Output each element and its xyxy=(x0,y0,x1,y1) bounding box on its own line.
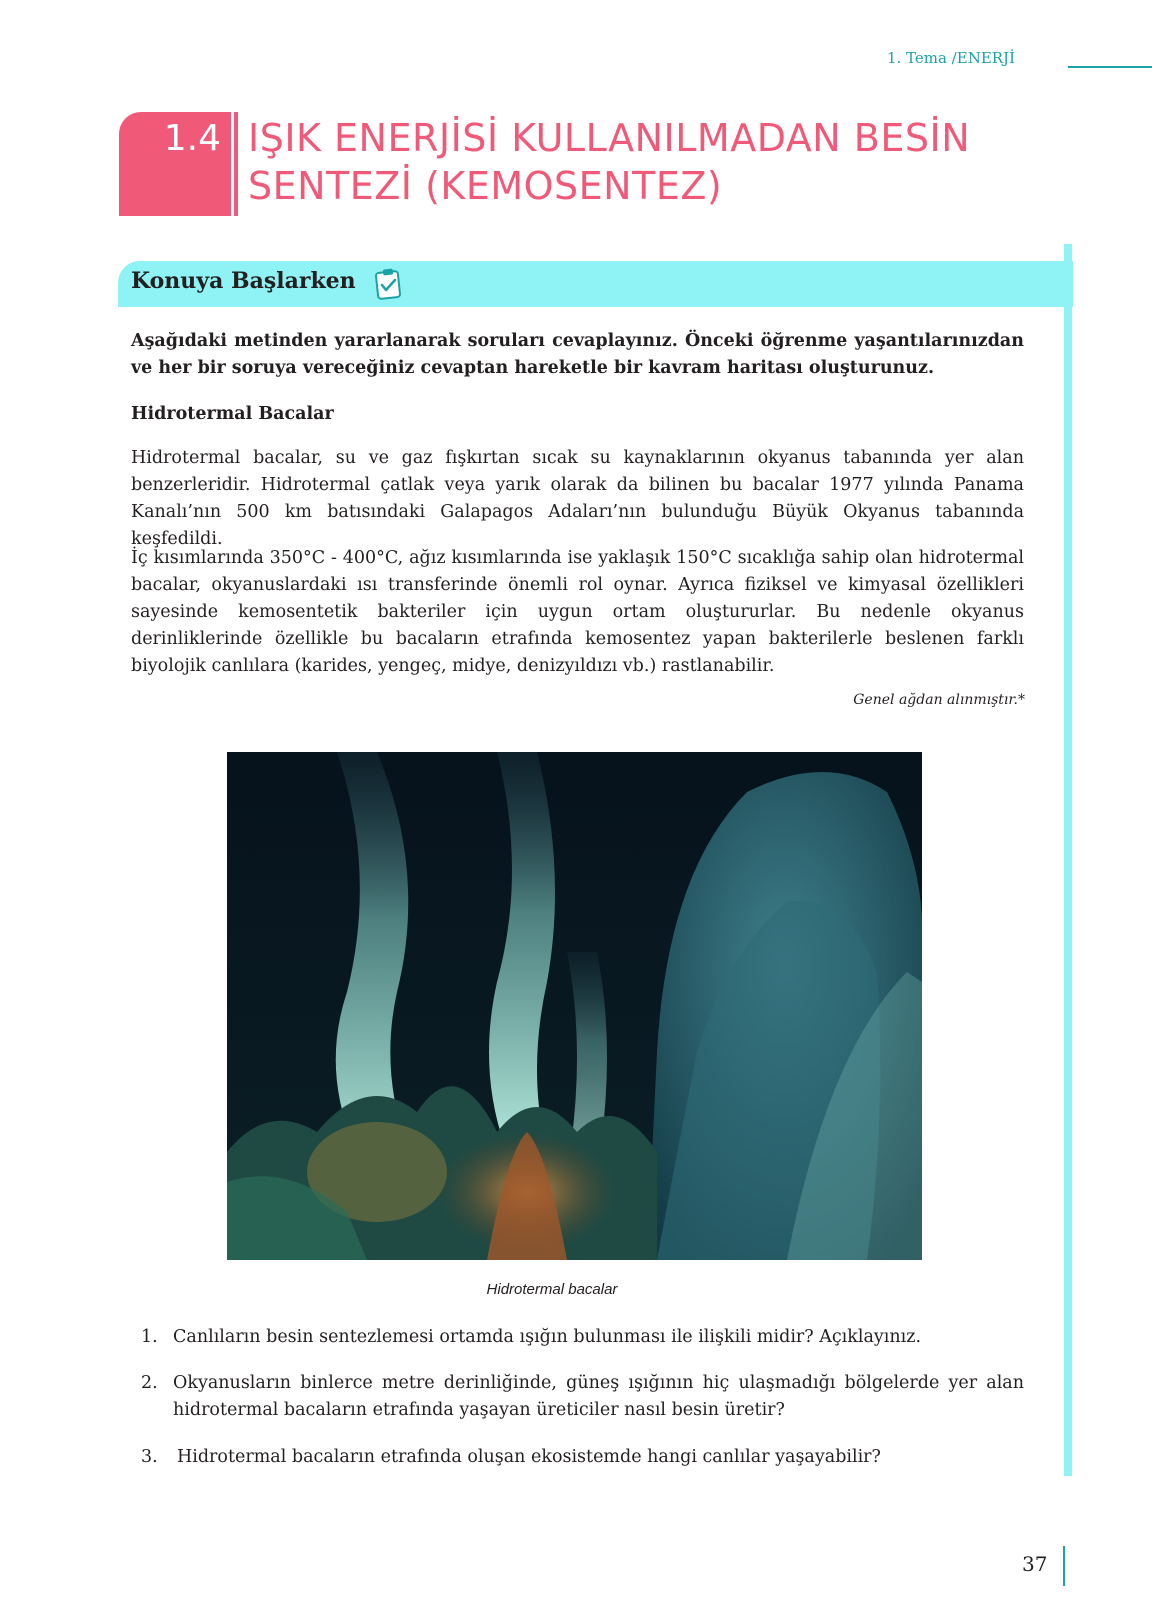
page-number-rule xyxy=(1063,1546,1065,1586)
hydrothermal-vents-photo xyxy=(227,752,922,1260)
running-header: 1. Tema /ENERJİ xyxy=(886,49,1015,67)
source-note: Genel ağdan alınmıştır.* xyxy=(853,692,1025,708)
question-1 xyxy=(141,1324,1024,1351)
paragraph-2: İç kısımlarında 350°C - 400°C, ağız kısımlarında ise yaklaşık 150°C sıcaklığa sahip olan hidrotermal bacalar, okyanuslardaki ısı transferinde önemli rol oynar. Ayrıca fiziksel ve kimyasal özellikleri sayesinde kemosentetik bakteriler için uygun ortam oluştururlar. Bu nedenle okyanus derinliklerinde özellikle bu bacaların etrafında kemosentez yapan bakterilerle beslenen farklı biyolojik canlılara (karides, yengeç, midye, denizyıldızı vb.) rastlanabilir. xyxy=(131,548,1024,676)
question-number: 1. xyxy=(141,1327,158,1347)
question-text: Canlıların besin sentezlemesi ortamda ışığın bulunması ile ilişkili midir? Açıklayınız. xyxy=(173,1327,922,1347)
section-divider xyxy=(234,112,238,216)
side-decor-bar xyxy=(1064,244,1072,1476)
header-rule xyxy=(1068,66,1152,68)
question-3 xyxy=(141,1444,1024,1471)
section-title xyxy=(248,114,1048,210)
section-title-line1: IŞIK ENERJİSİ KULLANILMADAN BESİN xyxy=(248,116,971,160)
question-text: Hidrotermal bacaların etrafında oluşan ekosistemde hangi canlılar yaşayabilir? xyxy=(177,1447,881,1467)
page-number: 37 xyxy=(1022,1552,1048,1576)
question-number: 3. xyxy=(141,1447,158,1467)
photo-caption: Hidrotermal bacalar xyxy=(486,1281,618,1298)
question-2 xyxy=(141,1370,1024,1424)
section-number: 1.4 xyxy=(163,118,221,159)
question-text: Okyanusların binlerce metre derinliğinde, güneş ışığının hiç ulaşmadığı bölgelerde yer alan hidrotermal bacaların etrafında yaşayan üreticiler nasıl besin üretir? xyxy=(173,1373,1024,1420)
clipboard-check-icon xyxy=(373,267,405,301)
paragraph-1: Hidrotermal bacalar, su ve gaz fışkırtan sıcak su kaynaklarının okyanus tabanında yer alan benzerleridir. Hidrotermal çatlak veya yarık olarak da bilinen bu bacalar 1977 yılında Panama Kanalı’nın 500 km batısındaki Galapagos Adaları’nın bulunduğu Büyük Okyanus tabanında keşfedildi. xyxy=(131,448,1024,549)
subheading: Hidrotermal Bacalar xyxy=(131,404,334,424)
banner-label: Konuya Başlarken xyxy=(131,268,356,294)
section-title-line2: SENTEZİ (KEMOSENTEZ) xyxy=(248,164,723,208)
question-number: 2. xyxy=(141,1373,158,1393)
intro-instructions: Aşağıdaki metinden yararlanarak soruları cevaplayınız. Önceki öğrenme yaşantılarınızdan ve her bir soruya vereceğiniz cevaptan hareketle bir kavram haritası oluşturunuz. xyxy=(131,331,1024,378)
